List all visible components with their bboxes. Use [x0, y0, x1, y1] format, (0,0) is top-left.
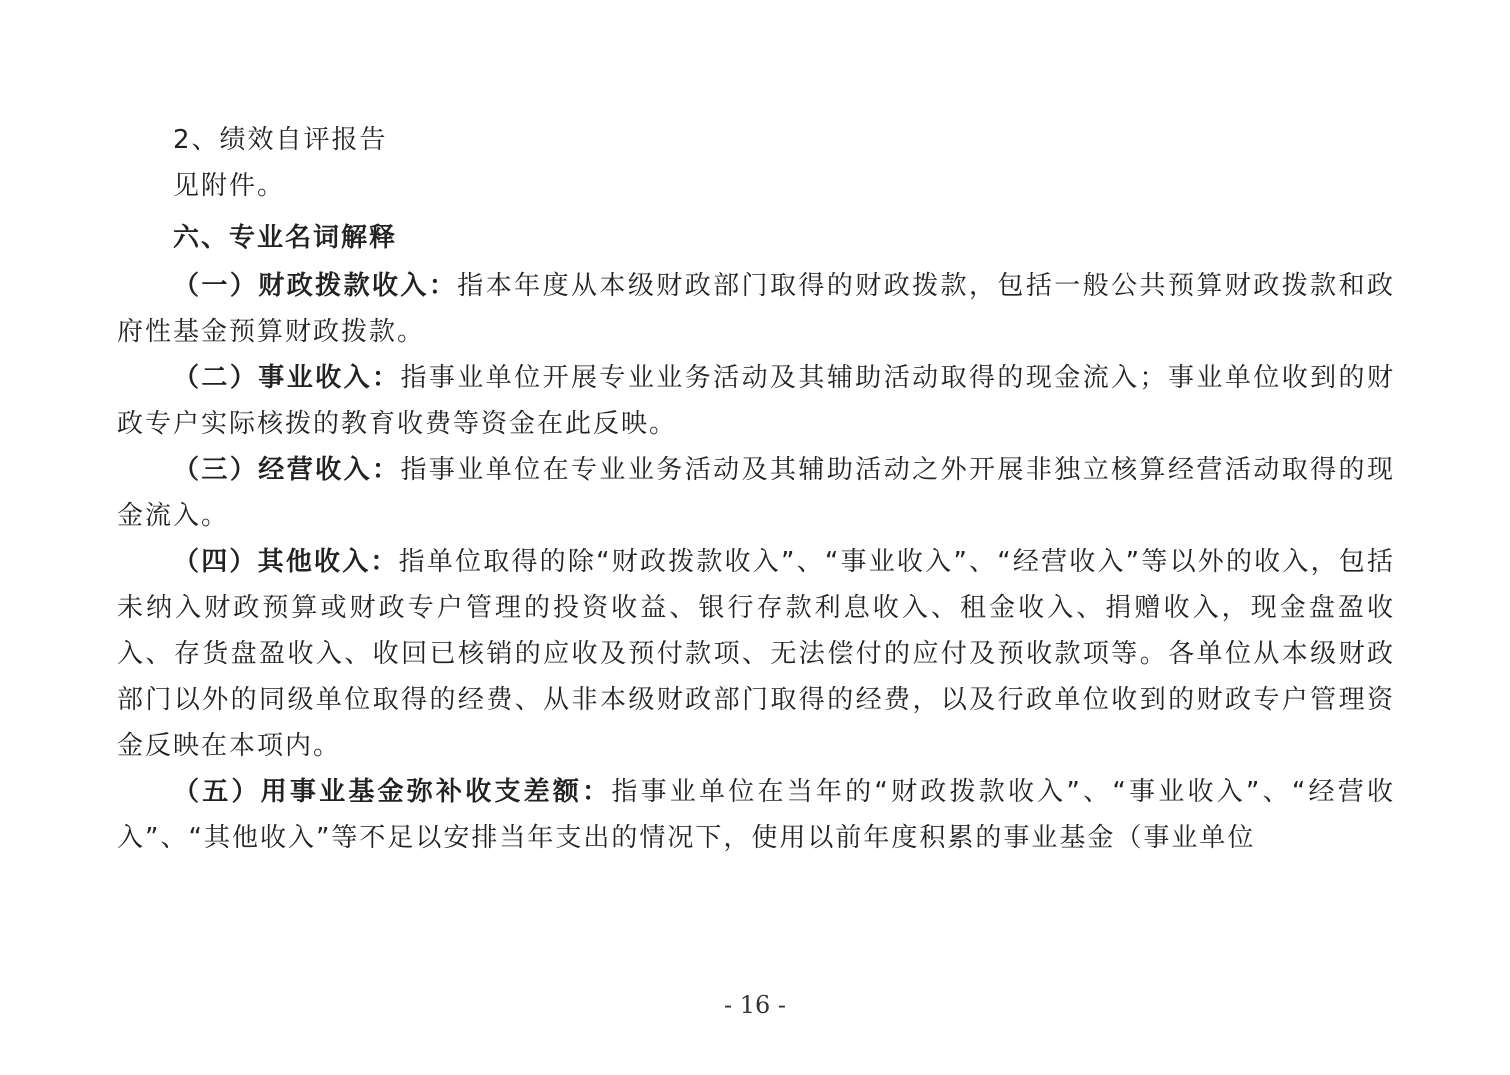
definition-text: 指事业单位在专业业务活动及其辅助活动之外开展非独立核算经营活动取得的现金流入。	[117, 455, 1395, 531]
definition-paragraph-business-income	[117, 355, 1395, 447]
paragraph-see-attachment	[117, 163, 1395, 209]
definition-paragraph-other-income	[117, 539, 1395, 769]
section-heading-text: 六、专业名词解释	[173, 223, 398, 253]
definition-paragraph-fund-balance-offset	[117, 769, 1395, 861]
definition-paragraph-fiscal-appropriation	[117, 263, 1395, 355]
definition-text: 指事业单位在当年的“财政拨款收入”、“事业收入”、“经营收入”、“其他收入”等不足以安排当年支出的情况下，使用以前年度积累的事业基金（事业单位	[117, 777, 1395, 853]
term-label: （三）经营收入：	[173, 455, 401, 485]
definition-text: 指事业单位开展专业业务活动及其辅助活动取得的现金流入；事业单位收到的财政专户实际核拨的教育收费等资金在此反映。	[117, 363, 1395, 439]
definition-paragraph-operating-income	[117, 447, 1395, 539]
paragraph-text: 见附件。	[173, 171, 286, 201]
term-label: （五）用事业基金弥补收支差额：	[173, 777, 612, 807]
section-heading	[117, 215, 1395, 261]
document-body	[117, 117, 1395, 861]
page-number: - 16 -	[723, 991, 786, 1019]
subsection-heading	[117, 117, 1395, 163]
term-label: （四）其他收入：	[173, 547, 399, 577]
definition-text: 指单位取得的除“财政拨款收入”、“事业收入”、“经营收入”等以外的收入，包括未纳入财政预算或财政专户管理的投资收益、银行存款利息收入、租金收入、捐赠收入，现金盘盈收入、存货盘盈收入、收回已核销的应收及预付款项、无法偿付的应付及预收款项等。各单位从本级财政部门以外的同级单位取得的经费、从非本级财政部门取得的经费，以及行政单位收到的财政专户管理资金反映在本项内。	[117, 547, 1395, 761]
subsection-heading-text: 2、绩效自评报告	[173, 125, 388, 155]
term-label: （一）财政拨款收入：	[173, 271, 458, 301]
term-label: （二）事业收入：	[173, 363, 401, 393]
definition-text: 指本年度从本级财政部门取得的财政拨款，包括一般公共预算财政拨款和政府性基金预算财政拨款。	[117, 271, 1395, 347]
